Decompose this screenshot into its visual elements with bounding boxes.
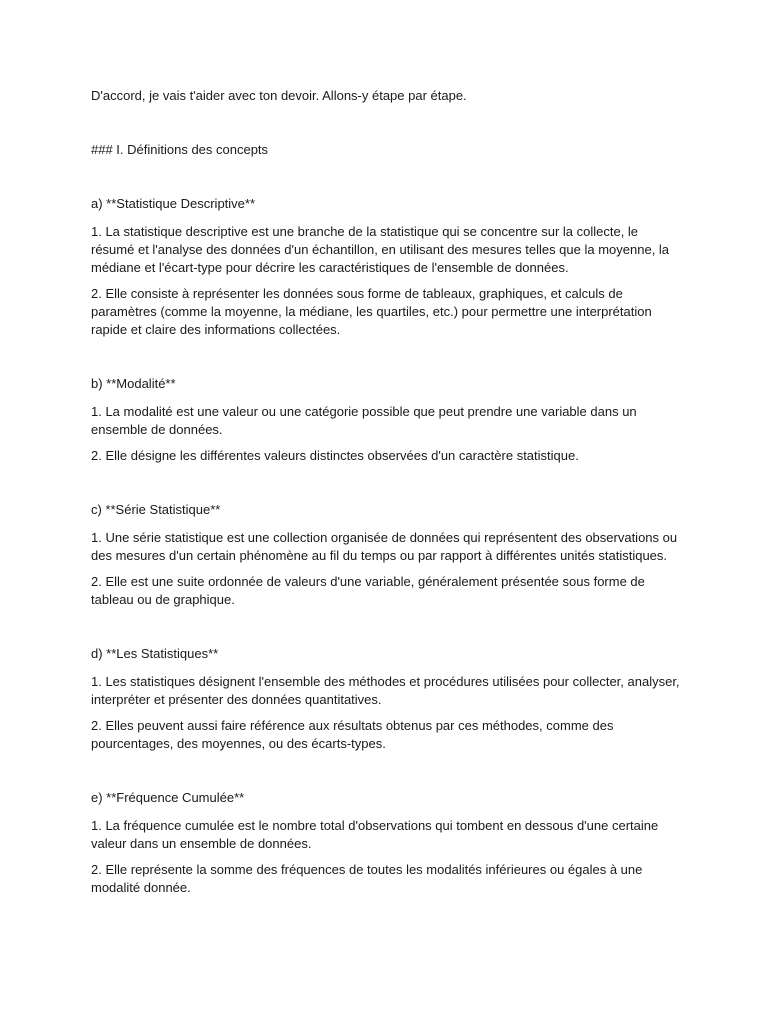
definition-title: b) **Modalité**	[91, 376, 176, 391]
definition-paragraph: 1. Les statistiques désignent l'ensemble des méthodes et procédures utilisées pour collecter, analyser, interpréter et présenter des données quantitatives.	[91, 674, 680, 707]
definition-serie-statistique	[91, 501, 681, 609]
document-page	[91, 87, 681, 933]
definition-les-statistiques	[91, 645, 681, 753]
definition-paragraph: 1. La statistique descriptive est une branche de la statistique qui se concentre sur la collecte, le résumé et l'analyse des données d'un échantillon, en utilisant des mesures telles que la moyenne, la médiane et l'écart-type pour décrire les caractéristiques de l'ensemble de données.	[91, 224, 670, 275]
definition-paragraph: 1. Une série statistique est une collection organisée de données qui représentent des observations ou des mesures d'un certain phénomène au fil du temps ou par rapport à différentes unités statistiques.	[91, 530, 678, 563]
definition-title: d) **Les Statistiques**	[91, 646, 219, 661]
definition-paragraph: 1. La fréquence cumulée est le nombre total d'observations qui tombent en dessous d'une certaine valeur dans un ensemble de données.	[91, 818, 659, 851]
definition-title: a) **Statistique Descriptive**	[91, 196, 256, 211]
definition-paragraph: 2. Elle désigne les différentes valeurs distinctes observées d'un caractère statistique.	[91, 448, 579, 463]
section-heading: ### I. Définitions des concepts	[91, 142, 269, 157]
definition-paragraph: 2. Elles peuvent aussi faire référence aux résultats obtenus par ces méthodes, comme des pourcentages, des moyennes, ou des écarts-types.	[91, 718, 614, 751]
definition-frequence-cumulee	[91, 789, 681, 897]
definition-title: e) **Fréquence Cumulée**	[91, 790, 245, 805]
intro-text: D'accord, je vais t'aider avec ton devoir. Allons-y étape par étape.	[91, 88, 467, 103]
definition-paragraph: 1. La modalité est une valeur ou une catégorie possible que peut prendre une variable dans un ensemble de données.	[91, 404, 637, 437]
definition-paragraph: 2. Elle consiste à représenter les données sous forme de tableaux, graphiques, et calculs de paramètres (comme la moyenne, la médiane, les quartiles, etc.) pour permettre une interprétation rapide et claire des informations collectées.	[91, 286, 652, 337]
definition-paragraph: 2. Elle est une suite ordonnée de valeurs d'une variable, généralement présentée sous forme de tableau ou de graphique.	[91, 574, 645, 607]
definition-statistique-descriptive	[91, 195, 681, 339]
definition-title: c) **Série Statistique**	[91, 502, 221, 517]
definition-paragraph: 2. Elle représente la somme des fréquences de toutes les modalités inférieures ou égales à une modalité donnée.	[91, 862, 643, 895]
definition-modalite	[91, 375, 681, 465]
